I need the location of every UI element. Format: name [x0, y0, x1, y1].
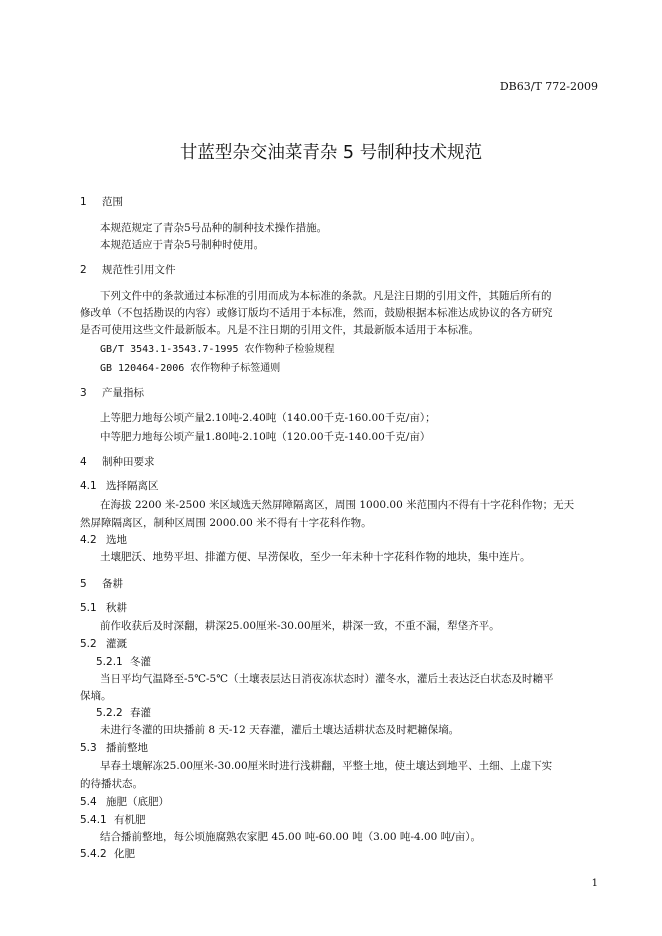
- subsection-heading-5-4: [80, 794, 169, 809]
- paragraph-line: 早春土壤解冻25.00厘米-30.00厘米时进行浅耕翻，平整土地，使土壤达到地平、土细、上虚下实: [100, 760, 553, 772]
- section-title: 秋耕: [106, 602, 127, 614]
- section-number: 5.4: [80, 796, 97, 808]
- paragraph-line: 前作收获后及时深翻，耕深25.00厘米-30.00厘米，耕深一致，不重不漏，犁垡齐平。: [100, 620, 500, 632]
- section-title: 选择隔离区: [106, 480, 159, 492]
- section-number: 5.4.1: [80, 814, 107, 826]
- section-title: 规范性引用文件: [102, 264, 176, 276]
- subsection-heading-4-1: [80, 478, 159, 493]
- section-title: 化肥: [114, 848, 135, 860]
- section-title: 选地: [106, 534, 127, 546]
- paragraph-line: 在海拔 2200 米-2500 米区域选天然屏障隔离区，周围 1000.00 米范围内不得有十字花科作物；无天: [100, 499, 575, 511]
- normative-reference: GB 120464-2006 农作物种子标签通则: [100, 363, 281, 374]
- section-heading-3: [80, 385, 144, 400]
- subsection-heading-5-3: [80, 740, 148, 755]
- section-heading-5: [80, 576, 123, 591]
- section-title: 灌溉: [106, 638, 127, 650]
- section-title: 有机肥: [114, 814, 146, 826]
- section-number: 5.1: [80, 602, 97, 614]
- paragraph-line: 上等肥力地每公顷产量2.10吨-2.40吨（140.00千克-160.00千克/亩）；: [100, 412, 436, 424]
- section-title: 播前整地: [106, 742, 148, 754]
- section-number: 2: [80, 264, 87, 276]
- paragraph-line: 未进行冬灌的田块播前 8 天-12 天春灌，灌后土壤达适耕状态及时耙耱保墒。: [100, 724, 460, 736]
- section-number: 4: [80, 456, 87, 468]
- document-number: DB63/T 772-2009: [499, 80, 598, 93]
- subsection-heading-4-2: [80, 532, 127, 547]
- paragraph-line: 保墒。: [80, 690, 112, 702]
- paragraph-line: 中等肥力地每公顷产量1.80吨-2.10吨（120.00千克-140.00千克/亩）: [100, 431, 431, 443]
- paragraph-line: 本规范规定了青杂5号品种的制种技术操作措施。: [100, 222, 328, 234]
- paragraph-line: 本规范适应于青杂5号制种时使用。: [100, 239, 265, 251]
- section-number: 1: [80, 196, 87, 208]
- subsection-heading-5-2-2: [96, 705, 151, 720]
- subsection-heading-5-2-1: [96, 654, 151, 669]
- section-title: 春灌: [130, 707, 151, 719]
- subsection-heading-5-4-2: [80, 846, 135, 861]
- paragraph-line: 的待播状态。: [80, 778, 143, 790]
- section-number: 4.2: [80, 534, 97, 546]
- section-number: 5.4.2: [80, 848, 107, 860]
- section-number: 4.1: [80, 480, 97, 492]
- subsection-heading-5-4-1: [80, 812, 146, 827]
- section-heading-2: [80, 262, 176, 277]
- paragraph-line: 然屏障隔离区，制种区周围 2000.00 米不得有十字花科作物。: [80, 517, 372, 529]
- section-title: 范围: [102, 196, 123, 208]
- paragraph-line: 当日平均气温降至-5℃-5℃（土壤表层达日消夜冻状态时）灌冬水，灌后土表达泛白状态及时耱平: [100, 673, 554, 685]
- section-heading-1: [80, 194, 123, 209]
- subsection-heading-5-2: [80, 636, 127, 651]
- paragraph-line: 是否可使用这些文件最新版本。凡是不注日期的引用文件，其最新版本适用于本标准。: [80, 324, 479, 336]
- section-title: 冬灌: [130, 656, 151, 668]
- page-number: 1: [591, 878, 598, 889]
- subsection-heading-5-1: [80, 600, 127, 615]
- paragraph-line: 结合播前整地，每公顷施腐熟农家肥 45.00 吨-60.00 吨（3.00 吨-4.00 吨/亩）。: [100, 831, 481, 843]
- section-title: 制种田要求: [102, 456, 155, 468]
- section-heading-4: [80, 454, 155, 469]
- section-number: 5.2: [80, 638, 97, 650]
- section-number: 3: [80, 387, 87, 399]
- section-title: 产量指标: [102, 387, 144, 399]
- paragraph-line: 修改单（不包括勘误的内容）或修订版均不适用于本标准，然而，鼓励根据本标准达成协议的各方研究: [80, 307, 553, 319]
- section-number: 5: [80, 578, 87, 590]
- section-number: 5.3: [80, 742, 97, 754]
- normative-reference: GB/T 3543.1-3543.7-1995 农作物种子检验规程: [100, 344, 335, 355]
- document-title: 甘蓝型杂交油菜青杂 5 号制种技术规范: [179, 143, 483, 163]
- section-title: 施肥（底肥）: [106, 796, 169, 808]
- paragraph-line: 土壤肥沃、地势平坦、排灌方便、早涝保收，至少一年未种十字花科作物的地块，集中连片。: [100, 551, 531, 563]
- section-title: 备耕: [102, 578, 123, 590]
- paragraph-line: 下列文件中的条款通过本标准的引用而成为本标准的条款。凡是注日期的引用文件，其随后所有的: [100, 290, 552, 302]
- section-number: 5.2.2: [96, 707, 123, 719]
- section-number: 5.2.1: [96, 656, 123, 668]
